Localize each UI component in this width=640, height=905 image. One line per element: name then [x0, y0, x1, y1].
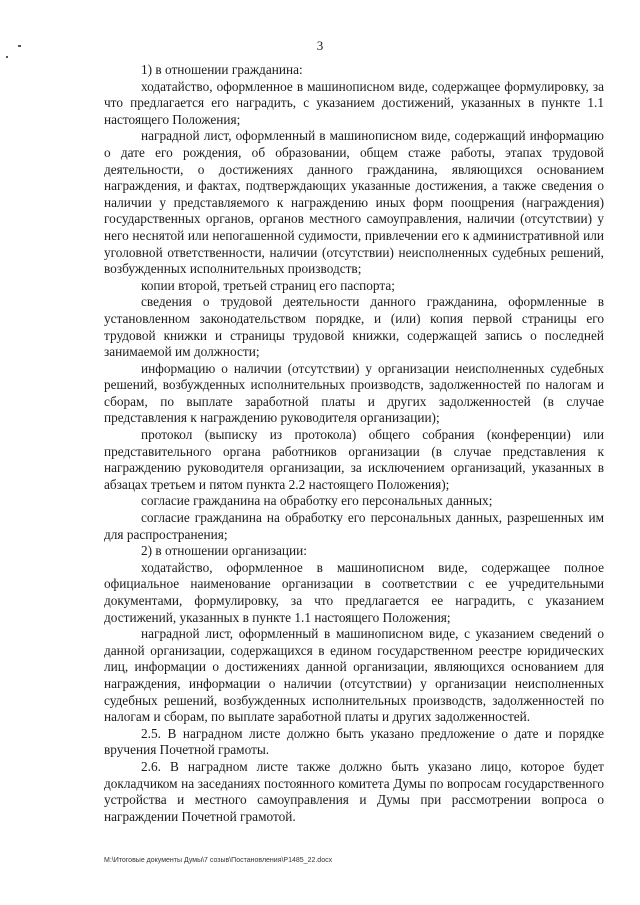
- paragraph-distribution-consent: согласие гражданина на обработку его персональных данных, разрешенных им для распространения;: [104, 510, 604, 542]
- paragraph-clause-2-6: 2.6. В наградном листе также должно быть указано лицо, которое будет докладчиком на заседаниях постоянного комитета Думы по вопросам государственного устройства и местного самоуправления и Думы при рассмотрении вопроса о награждении Почетной грамотой.: [104, 758, 604, 824]
- page-number: 3: [316, 38, 324, 53]
- paragraph-organization-heading: 2) в отношении организации:: [141, 543, 307, 559]
- scan-mark: [6, 56, 8, 58]
- paragraph-org-award-sheet: наградной лист, оформленный в машинописном виде, с указанием сведений о данной организации, содержащихся в едином государственном реестре юридических лиц, информации о достижениях данной организации, являющихся основанием для награждения, информации о наличии (отсутствии) у организации неисполненных судебных решений, возбужденных исполнительных производств, задолженностей по налогам и сборам, по выплате заработной платы и других задолженностей.: [104, 626, 604, 725]
- paragraph-meeting-protocol: протокол (выписку из протокола) общего собрания (конференции) или представительного органа работников организации (в случае представления к награждению руководителя организации, за исключением организаций, указанных в абзацах третьем и пятом пункта 2.2 настоящего Положения);: [104, 427, 604, 492]
- paragraph-data-consent: согласие гражданина на обработку его персональных данных;: [141, 493, 493, 509]
- paragraph-debts-info: информацию о наличии (отсутствии) у организации неисполненных судебных решений, возбужденных исполнительных производств, задолженностей по налогам и сборам, по выплате заработной платы и других задолженностей (в случае представления к награждению руководителя организации);: [104, 360, 604, 426]
- paragraph-clause-2-5: 2.5. В наградном листе должно быть указано предложение о дате и порядке вручения Почетной грамоты.: [104, 725, 604, 758]
- file-path-footer: M:\Итоговые документы Думы\7 созыв\Постановления\Р1485_22.docx: [104, 857, 333, 864]
- paragraph-petition: ходатайство, оформленное в машинописном виде, содержащее формулировку, за что предлагается его наградить, с указанием достижений, указанных в пункте 1.1 настоящего Положения;: [104, 78, 604, 127]
- paragraph-award-sheet: наградной лист, оформленный в машинописном виде, содержащий информацию о дате его рождения, об образовании, общем стаже работы, этапах трудовой деятельности, о достижениях данного гражданина, являющихся основанием награждения, и фактах, подтверждающих указанные достижения, а также сведения о наличии у представляемого к награждению иных форм поощрения (награждения) государственных органов, органов местного самоуправления, наличии (отсутствии) у него неснятой или непогашенной судимости, привлечении его к административной или уголовной ответственности, наличии (отсутствии) неисполненных судебных решений, возбужденных исполнительных производств;: [104, 128, 604, 277]
- paragraph-org-petition: ходатайство, оформленное в машинописном виде, содержащее полное официальное наименование организации в соответствии с ее учредительными документами, формулировку, за что предлагается ее наградить, с указанием достижений, указанных в пункте 1.1 настоящего Положения;: [104, 559, 604, 625]
- document-body: [104, 62, 604, 825]
- paragraph-passport-copies: копии второй, третьей страниц его паспорта;: [141, 277, 395, 293]
- paragraph-work-history: сведения о трудовой деятельности данного гражданина, оформленные в установленном законодательством порядке, и (или) копия первой страницы его трудовой книжки и страницы трудовой книжки, содержащей запись о последней занимаемой им должности;: [104, 294, 604, 360]
- paragraph-citizen-heading: 1) в отношении гражданина:: [141, 62, 303, 77]
